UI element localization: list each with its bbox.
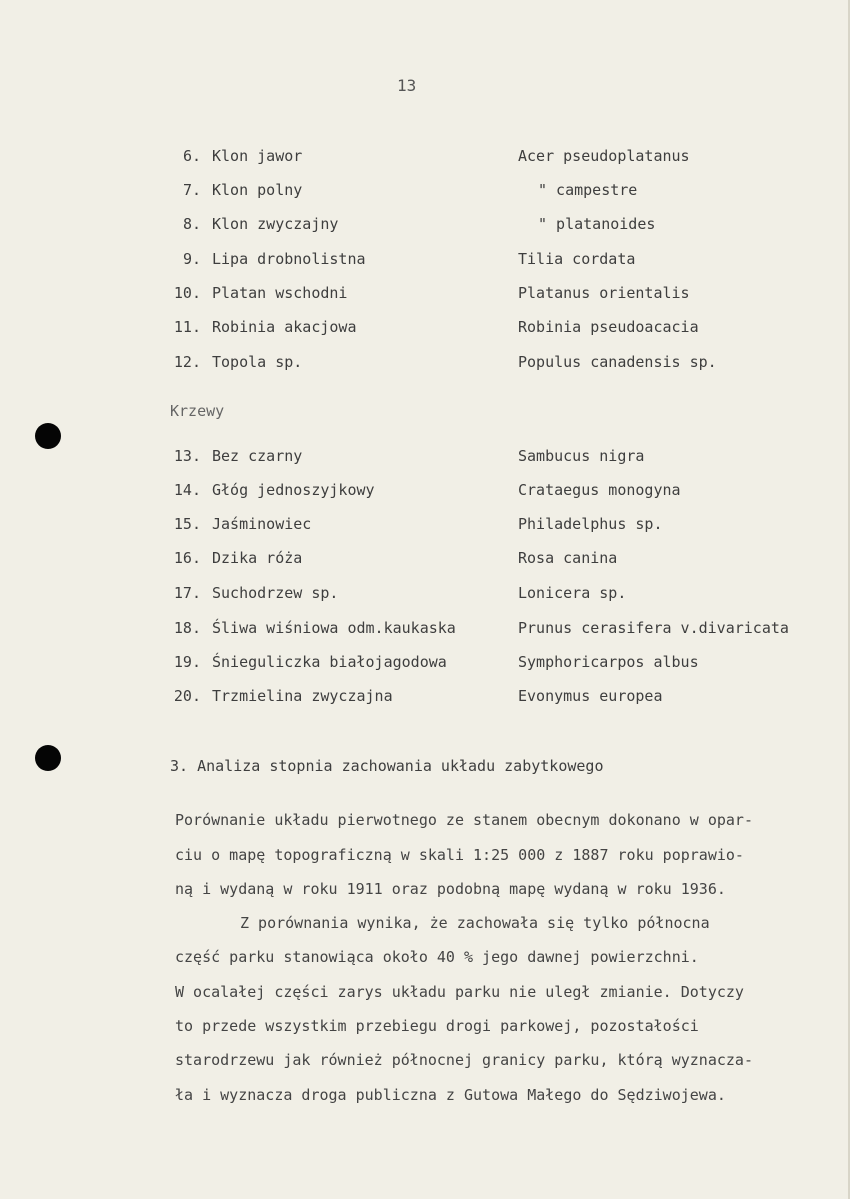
latin-name: Symphoricarpos albus bbox=[518, 653, 699, 671]
item-number: 13. bbox=[173, 447, 201, 465]
item-number: 12. bbox=[173, 353, 201, 371]
latin-name: Crataegus monogyna bbox=[518, 481, 681, 499]
latin-name: Evonymus europea bbox=[518, 687, 663, 705]
punch-hole-top bbox=[35, 423, 61, 449]
latin-name: Sambucus nigra bbox=[518, 447, 645, 465]
latin-name: Prunus cerasifera v.divaricata bbox=[518, 619, 789, 637]
polish-name: Platan wschodni bbox=[212, 284, 348, 302]
polish-name: Topola sp. bbox=[212, 353, 303, 371]
list-item bbox=[0, 653, 850, 683]
latin-name: " campestre bbox=[538, 181, 638, 199]
paragraph-line: Z porównania wynika, że zachowała się tylko północna bbox=[240, 914, 710, 932]
item-number: 8. bbox=[182, 215, 201, 233]
item-number: 19. bbox=[173, 653, 201, 671]
latin-name: Robinia pseudoacacia bbox=[518, 318, 699, 336]
list-item bbox=[0, 481, 850, 511]
latin-name: Tilia cordata bbox=[518, 250, 636, 268]
paragraph-line: ną i wydaną w roku 1911 oraz podobną mapę wydaną w roku 1936. bbox=[175, 880, 726, 898]
shrubs-label: Krzewy bbox=[170, 402, 225, 420]
section-heading: 3. Analiza stopnia zachowania układu zabytkowego bbox=[170, 757, 604, 775]
list-item bbox=[0, 215, 850, 245]
paragraph-line: ciu o mapę topograficzną w skali 1:25 000 z 1887 roku poprawio- bbox=[175, 846, 744, 864]
polish-name: Dzika róża bbox=[212, 549, 303, 567]
polish-name: Klon jawor bbox=[212, 147, 303, 165]
paragraph-line: ła i wyznacza droga publiczna z Gutowa Małego do Sędziwojewa. bbox=[175, 1086, 726, 1104]
paragraph-line: to przede wszystkim przebiegu drogi parkowej, pozostałości bbox=[175, 1017, 699, 1035]
latin-name: Philadelphus sp. bbox=[518, 515, 663, 533]
item-number: 14. bbox=[173, 481, 201, 499]
item-number: 7. bbox=[182, 181, 201, 199]
latin-name: " platanoides bbox=[538, 215, 656, 233]
item-number: 9. bbox=[182, 250, 201, 268]
polish-name: Lipa drobnolistna bbox=[212, 250, 366, 268]
list-item bbox=[0, 515, 850, 545]
latin-name: Platanus orientalis bbox=[518, 284, 690, 302]
polish-name: Suchodrzew sp. bbox=[212, 584, 339, 602]
polish-name: Klon zwyczajny bbox=[212, 215, 339, 233]
polish-name: Klon polny bbox=[212, 181, 303, 199]
list-item bbox=[0, 584, 850, 614]
latin-name: Rosa canina bbox=[518, 549, 618, 567]
paragraph-line: Porównanie układu pierwotnego ze stanem obecnym dokonano w opar- bbox=[175, 811, 753, 829]
list-item bbox=[0, 619, 850, 649]
list-item bbox=[0, 353, 850, 383]
polish-name: Śliwa wiśniowa odm.kaukaska bbox=[212, 619, 456, 637]
item-number: 11. bbox=[173, 318, 201, 336]
page-number: 13 bbox=[397, 76, 417, 95]
item-number: 18. bbox=[173, 619, 201, 637]
item-number: 6. bbox=[182, 147, 201, 165]
polish-name: Jaśminowiec bbox=[212, 515, 312, 533]
list-item bbox=[0, 250, 850, 280]
polish-name: Głóg jednoszyjkowy bbox=[212, 481, 375, 499]
list-item bbox=[0, 181, 850, 211]
latin-name: Acer pseudoplatanus bbox=[518, 147, 690, 165]
list-item bbox=[0, 284, 850, 314]
polish-name: Śnieguliczka białojagodowa bbox=[212, 653, 447, 671]
polish-name: Bez czarny bbox=[212, 447, 303, 465]
polish-name: Robinia akacjowa bbox=[212, 318, 357, 336]
punch-hole-bottom bbox=[35, 745, 61, 771]
latin-name: Lonicera sp. bbox=[518, 584, 627, 602]
list-item bbox=[0, 549, 850, 579]
item-number: 16. bbox=[173, 549, 201, 567]
item-number: 15. bbox=[173, 515, 201, 533]
paragraph-line: starodrzewu jak również północnej granicy parku, którą wyznacza- bbox=[175, 1051, 753, 1069]
item-number: 20. bbox=[173, 687, 201, 705]
item-number: 10. bbox=[173, 284, 201, 302]
list-item bbox=[0, 147, 850, 177]
polish-name: Trzmielina zwyczajna bbox=[212, 687, 393, 705]
paragraph-line: W ocalałej części zarys układu parku nie uległ zmianie. Dotyczy bbox=[175, 983, 744, 1001]
list-item bbox=[0, 447, 850, 477]
latin-name: Populus canadensis sp. bbox=[518, 353, 717, 371]
item-number: 17. bbox=[173, 584, 201, 602]
list-item bbox=[0, 318, 850, 348]
list-item bbox=[0, 687, 850, 717]
paragraph-line: część parku stanowiąca około 40 % jego dawnej powierzchni. bbox=[175, 948, 699, 966]
